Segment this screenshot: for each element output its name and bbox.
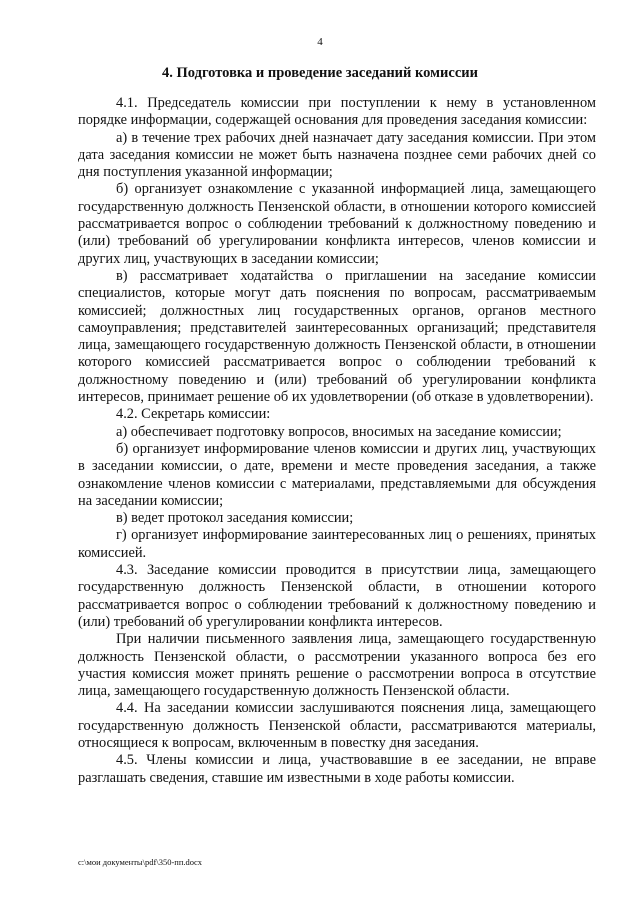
page-number: 4 (317, 36, 323, 48)
body-text (78, 95, 596, 787)
paragraph-4-1-v: в) рассматривает ходатайства о приглашении на заседание комиссии специалистов, которые могут дать пояснения по вопросам, рассматриваемым комиссией; должностных лиц государственных органов, органов местного самоуправления; представителей заинтересованных организаций; представителя лица, замещающего государственную должность Пензенской области, в отношении которого комиссией рассматривается вопрос о соблюдении требований к должностному поведению и (или) требований об урегулировании конфликта интересов, принимает решение об их удовлетворении (об отказе в удовлетворении). (78, 267, 596, 406)
paragraph-4-2-b: б) организует информирование членов комиссии и других лиц, участвующих в заседании комиссии, о дате, времени и месте проведения заседания, а также ознакомление членов комиссии с материалами, представляемыми для обсуждения на заседании комиссии; (78, 440, 596, 509)
paragraph-4-2-g: г) организует информирование заинтересованных лиц о решениях, принятых комиссией. (78, 527, 596, 561)
paragraph-4-2: 4.2. Секретарь комиссии: (116, 406, 271, 423)
paragraph-4-1-a: а) в течение трех рабочих дней назначает дату заседания комиссии. При этом дата заседания комиссии не может быть назначена позднее семи рабочих дней со дня поступления указанной информации; (78, 129, 596, 181)
paragraph-4-4: 4.4. На заседании комиссии заслушиваются пояснения лица, замещающего государственную должность Пензенской области, рассматриваются материалы, относящиеся к вопросам, включенным в повестку дня заседания. (78, 700, 596, 751)
footer-file-path: c:\мои документы\pdf\350-пп.docx (78, 857, 203, 867)
paragraph-4-3-2: При наличии письменного заявления лица, замещающего государственную должность Пензенской области, о рассмотрении указанного вопроса без его участия комиссия может принять решение о рассмотрении вопроса в отсутствие лица, замещающего государственную должность Пензенской области. (78, 631, 596, 700)
paragraph-4-2-v: в) ведет протокол заседания комиссии; (116, 510, 354, 527)
paragraph-4-5: 4.5. Члены комиссии и лица, участвовавшие в ее заседании, не вправе разглашать сведения, ставшие им известными в ходе работы комиссии. (78, 752, 596, 786)
paragraph-4-1: 4.1. Председатель комиссии при поступлении к нему в установленном порядке информации, содержащей основания для проведения заседания комиссии: (78, 95, 596, 129)
paragraph-4-2-a: а) обеспечивает подготовку вопросов, вносимых на заседание комиссии; (116, 423, 562, 440)
paragraph-4-3: 4.3. Заседание комиссии проводится в присутствии лица, замещающего государственную должность Пензенской области, в отношении которого рассматривается вопрос о соблюдении требований к должностному поведению и (или) требований об урегулировании конфликта интересов. (78, 562, 596, 630)
paragraph-4-1-b: б) организует ознакомление с указанной информацией лица, замещающего государственную должность Пензенской области, в отношении которого комиссией рассматривается вопрос о соблюдении требований к должностному поведению и (или) требований об урегулировании конфликта интересов, членов комиссии и других лиц, участвующих в заседании комиссии; (78, 181, 596, 267)
section-title: 4. Подготовка и проведение заседаний комиссии (162, 65, 478, 81)
